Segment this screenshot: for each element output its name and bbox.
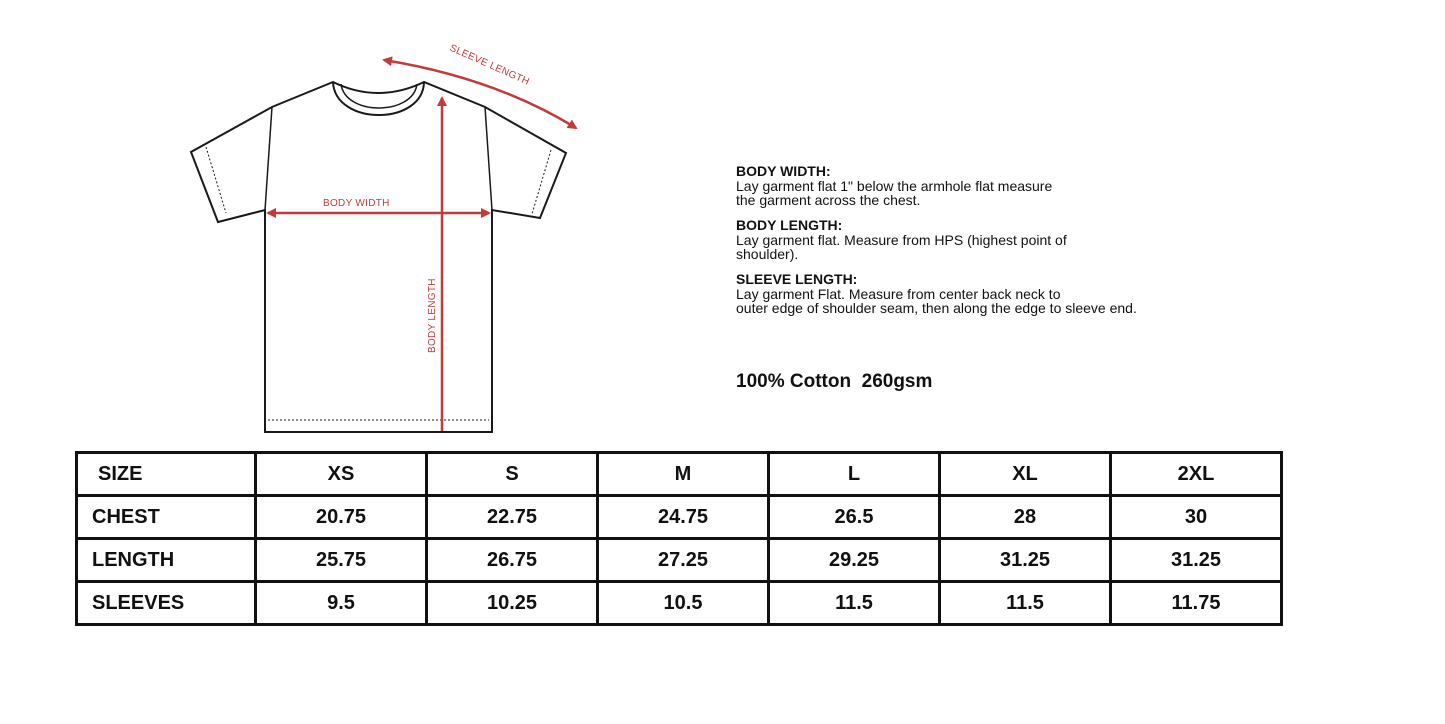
material-info: 100% Cotton 260gsm [736, 371, 933, 392]
table-header-cell: SIZE [77, 453, 256, 496]
instruction-heading: BODY WIDTH: [736, 163, 831, 179]
instruction-heading: SLEEVE LENGTH: [736, 271, 858, 287]
table-header-cell: 2XL [1111, 453, 1282, 496]
table-cell: 11.5 [940, 582, 1111, 625]
table-cell: 28 [940, 496, 1111, 539]
table-cell: 9.5 [256, 582, 427, 625]
instruction-sleeve-length [736, 272, 1296, 315]
table-cell: 26.5 [769, 496, 940, 539]
table-header-cell: XL [940, 453, 1111, 496]
tshirt-outline [191, 82, 566, 432]
table-header-cell: L [769, 453, 940, 496]
table-cell: 24.75 [598, 496, 769, 539]
table-header-cell: XS [256, 453, 427, 496]
table-row [77, 582, 1282, 625]
table-header-cell: M [598, 453, 769, 496]
size-chart-table [75, 451, 1283, 626]
sleeve-length-label: SLEEVE LENGTH [447, 42, 531, 88]
table-cell: 11.75 [1111, 582, 1282, 625]
table-cell: 29.25 [769, 539, 940, 582]
body-length-label: BODY LENGTH [427, 278, 438, 353]
instruction-body-width [736, 164, 1296, 207]
table-cell: 27.25 [598, 539, 769, 582]
instruction-body-length [736, 218, 1296, 261]
table-row-label: LENGTH [77, 539, 256, 582]
table-header-cell: S [427, 453, 598, 496]
instruction-heading: BODY LENGTH: [736, 217, 843, 233]
table-cell: 31.25 [1111, 539, 1282, 582]
table-header-row [77, 453, 1282, 496]
table-cell: 25.75 [256, 539, 427, 582]
table-cell: 22.75 [427, 496, 598, 539]
table-row [77, 539, 1282, 582]
table-cell: 31.25 [940, 539, 1111, 582]
table-cell: 30 [1111, 496, 1282, 539]
table-cell: 10.5 [598, 582, 769, 625]
table-cell: 20.75 [256, 496, 427, 539]
body-width-label: BODY WIDTH [323, 198, 390, 209]
table-cell: 26.75 [427, 539, 598, 582]
table-row-label: SLEEVES [77, 582, 256, 625]
instruction-text: Lay garment flat. Measure from HPS (highest point of shoulder). [736, 232, 1067, 262]
instruction-text: Lay garment flat 1" below the armhole flat measure the garment across the chest. [736, 178, 1053, 208]
table-row [77, 496, 1282, 539]
instruction-text: Lay garment Flat. Measure from center back neck to outer edge of shoulder seam, then along the edge to sleeve end. [736, 286, 1137, 316]
table-row-label: CHEST [77, 496, 256, 539]
table-cell: 10.25 [427, 582, 598, 625]
measurement-instructions [736, 164, 1296, 326]
table-cell: 11.5 [769, 582, 940, 625]
